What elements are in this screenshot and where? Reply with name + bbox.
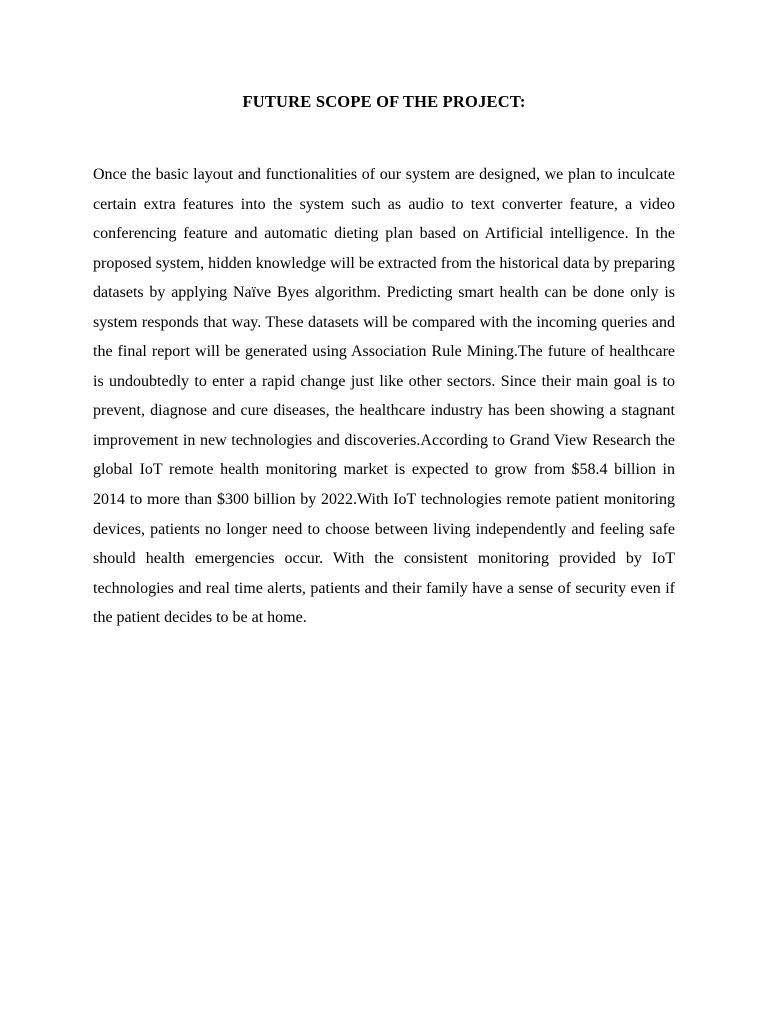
section-heading: FUTURE SCOPE OF THE PROJECT:	[242, 92, 526, 111]
body-paragraph: Once the basic layout and functionalities of our system are designed, we plan to inculcate certain extra features into the system such as audio to text converter feature, a video conferencing feature and automatic dieting plan based on Artificial intelligence. In the proposed system, hidden knowledge will be extracted from the historical data by preparing datasets by applying Naïve Byes algorithm. Predicting smart health can be done only is system responds that way. These datasets will be compared with the incoming queries and the final report will be generated using Association Rule Mining.The future of healthcare is undoubtedly to enter a rapid change just like other sectors. Since their main goal is to prevent, diagnose and cure diseases, the healthcare industry has been showing a stagnant improvement in new technologies and discoveries.According to Grand View Research the global IoT remote health monitoring market is expected to grow from $58.4 billion in 2014 to more than $300 billion by 2022.With IoT technologies remote patient monitoring devices, patients no longer need to choose between living independently and feeling safe should health emergencies occur. With the consistent monitoring provided by IoT technologies and real time alerts, patients and their family have a sense of security even if the patient decides to be at home.	[93, 166, 675, 627]
